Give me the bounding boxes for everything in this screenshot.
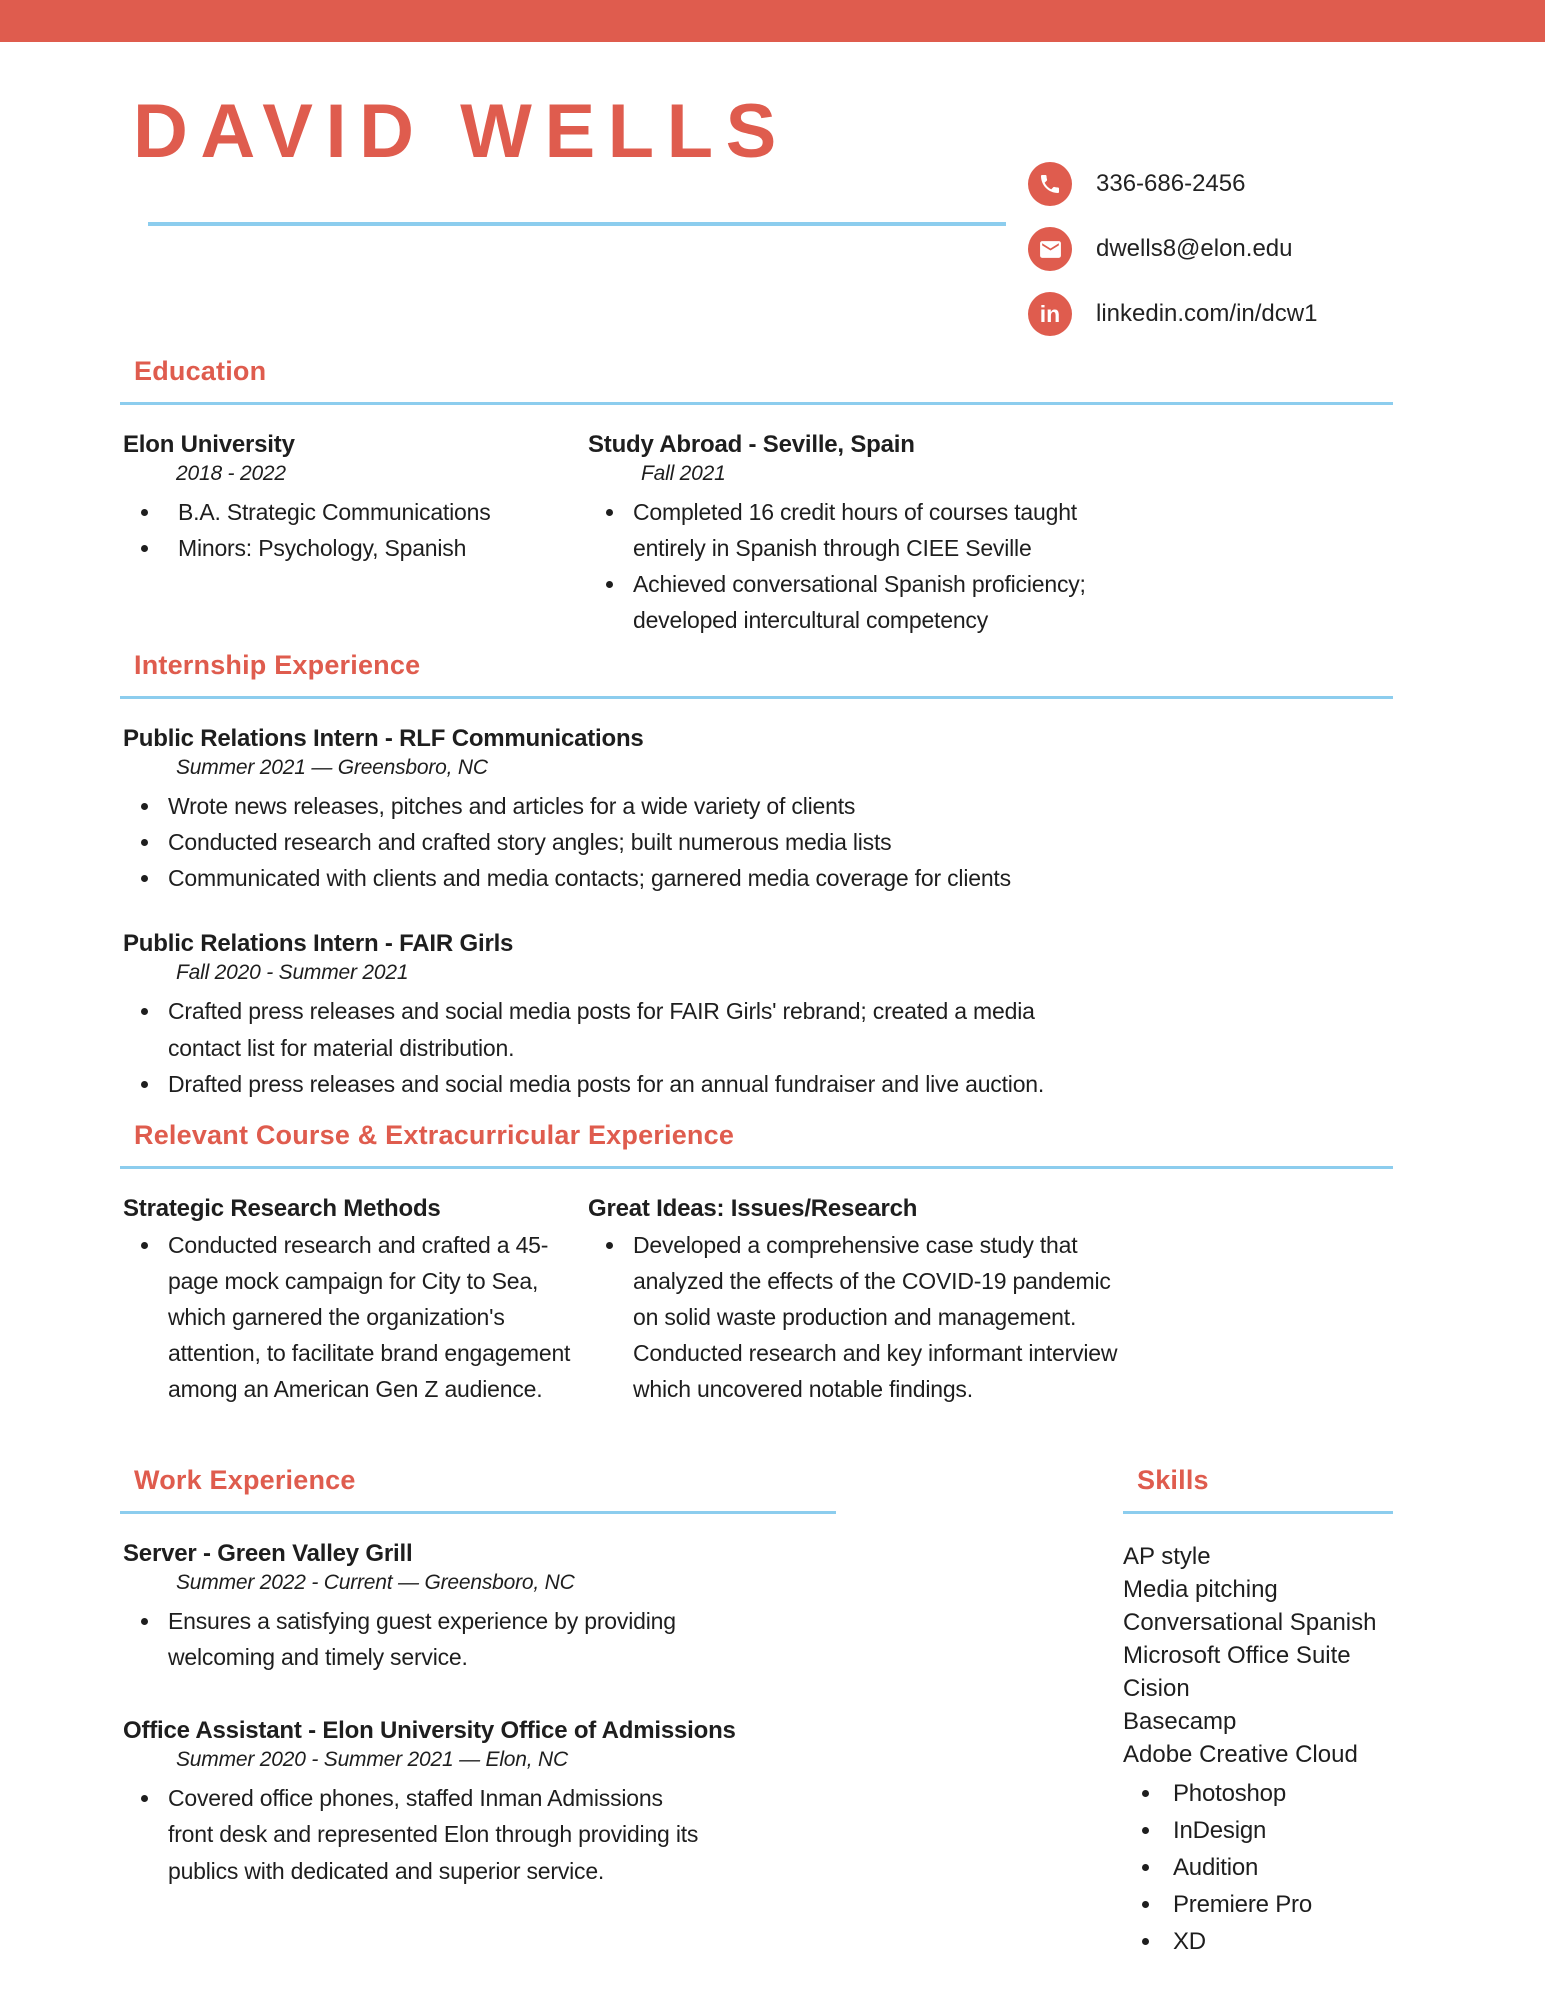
section-skills [1123, 1465, 1393, 1960]
skill-item: Conversational Spanish [1123, 1609, 1377, 1637]
entry-title: Strategic Research Methods [123, 1194, 441, 1222]
work-heading: Work Experience [134, 1465, 356, 1496]
coursework-columns [120, 1195, 1393, 1408]
contact-row [1028, 292, 1317, 336]
bullet-list [120, 788, 1102, 896]
resume-name: DAVID WELLS [133, 89, 789, 174]
phone-icon [1028, 162, 1072, 206]
bullet-list [1123, 1775, 1393, 1960]
bullet-list [120, 1780, 702, 1888]
bullet-list [120, 1603, 702, 1675]
entry-title: Elon University [123, 430, 295, 458]
job-date: Fall 2020 - Summer 2021 [176, 961, 409, 985]
job-date: Summer 2020 - Summer 2021 — Elon, NC [176, 1748, 568, 1772]
name-underline [148, 222, 1006, 226]
bullet-item: • Wrote news releases, pitches and articles for a wide variety of clients [162, 788, 1102, 824]
bullet-item: • B.A. Strategic Communications [162, 494, 585, 530]
skill-item: AP style [1123, 1543, 1211, 1571]
skill-item: Microsoft Office Suite [1123, 1642, 1351, 1670]
bullet-list [120, 494, 585, 566]
bullet-list [585, 1227, 1127, 1408]
bottom-row [120, 1465, 1393, 1960]
coursework-heading: Relevant Course & Extracurricular Experience [134, 1119, 735, 1150]
column [585, 1195, 1393, 1408]
contact-text: 336-686-2456 [1096, 170, 1246, 197]
section-rule [120, 1166, 1393, 1169]
education-columns [120, 431, 1393, 638]
section-education [120, 356, 1393, 638]
job-title: Public Relations Intern - RLF Communications [123, 725, 644, 753]
bullet-item: • Completed 16 credit hours of courses taught entirely in Spanish through CIEE Seville [627, 494, 1147, 566]
bullet-item: • Ensures a satisfying guest experience by providing welcoming and timely service. [162, 1603, 702, 1675]
entry-date: Fall 2021 [641, 461, 726, 485]
job-date: Summer 2021 — Greensboro, NC [176, 756, 488, 780]
resume-header [0, 89, 1545, 327]
skill-sub-item: • XD [1163, 1923, 1393, 1960]
contact-row [1028, 227, 1317, 271]
section-work [120, 1465, 836, 1960]
skill-sub-item: • Premiere Pro [1163, 1886, 1393, 1923]
job-entry [120, 930, 1393, 1101]
contact-text: linkedin.com/in/dcw1 [1096, 300, 1318, 327]
bullet-item: • Minors: Psychology, Spanish [162, 530, 585, 566]
entry-date: 2018 - 2022 [176, 461, 286, 485]
linkedin-icon [1028, 292, 1072, 336]
column [120, 1195, 585, 1408]
contact-block [1028, 162, 1317, 336]
skill-item: Adobe Creative Cloud [1123, 1741, 1358, 1769]
job-date: Summer 2022 - Current — Greensboro, NC [176, 1571, 575, 1595]
section-internship [120, 650, 1393, 1102]
section-rule [120, 1511, 836, 1514]
skill-item: Cision [1123, 1675, 1190, 1703]
education-heading: Education [134, 356, 267, 386]
job-entry [120, 1540, 836, 1675]
job-entry [120, 725, 1393, 896]
section-coursework [120, 1120, 1393, 1407]
column [120, 431, 585, 638]
email-icon [1028, 227, 1072, 271]
bullet-item: • Drafted press releases and social media posts for an annual fundraiser and live auction. [162, 1066, 1102, 1102]
skill-sub-item: • InDesign [1163, 1812, 1393, 1849]
job-title: Server - Green Valley Grill [123, 1540, 413, 1568]
column [585, 431, 1393, 638]
bullet-list [120, 1227, 585, 1408]
bullet-item: • Communicated with clients and media contacts; garnered media coverage for clients [162, 860, 1102, 896]
internship-jobs [120, 725, 1393, 1102]
section-rule [1123, 1511, 1393, 1514]
skill-sub-item: • Audition [1163, 1849, 1393, 1886]
bullet-item: • Achieved conversational Spanish proficiency; developed intercultural competency [627, 566, 1147, 638]
internship-heading: Internship Experience [134, 650, 421, 681]
job-title: Office Assistant - Elon University Office of Admissions [123, 1717, 736, 1745]
bullet-item: • Developed a comprehensive case study that analyzed the effects of the COVID-19 pandemic on solid waste production and management. Conducted research and key informant interview which uncovered notable findings. [627, 1227, 1127, 1408]
top-accent-bar [0, 0, 1545, 42]
section-rule [120, 402, 1393, 405]
skills-list [1123, 1540, 1393, 1960]
skills-heading: Skills [1137, 1465, 1209, 1496]
bullet-item: • Crafted press releases and social media posts for FAIR Girls' rebrand; created a media contact list for material distribution. [162, 993, 1102, 1065]
work-jobs [120, 1540, 836, 1889]
bullet-item: • Covered office phones, staffed Inman Admissions front desk and represented Elon through providing its publics with dedicated and superior service. [162, 1780, 702, 1888]
section-rule [120, 696, 1393, 699]
bullet-item: • Conducted research and crafted a 45-page mock campaign for City to Sea, which garnered the organization's attention, to facilitate brand engagement among an American Gen Z audience. [162, 1227, 585, 1408]
contact-row [1028, 162, 1317, 206]
contact-text: dwells8@elon.edu [1096, 235, 1293, 262]
entry-title: Study Abroad - Seville, Spain [588, 430, 915, 458]
job-title: Public Relations Intern - FAIR Girls [123, 930, 514, 958]
skill-item: Basecamp [1123, 1708, 1237, 1736]
job-entry [120, 1717, 836, 1888]
bullet-list [585, 494, 1147, 638]
entry-title: Great Ideas: Issues/Research [588, 1194, 918, 1222]
linkedin-glyph: in [1039, 300, 1061, 327]
skill-sub-item: • Photoshop [1163, 1775, 1393, 1812]
skill-item: Media pitching [1123, 1576, 1278, 1604]
bullet-list [120, 993, 1102, 1101]
bullet-item: • Conducted research and crafted story angles; built numerous media lists [162, 824, 1102, 860]
